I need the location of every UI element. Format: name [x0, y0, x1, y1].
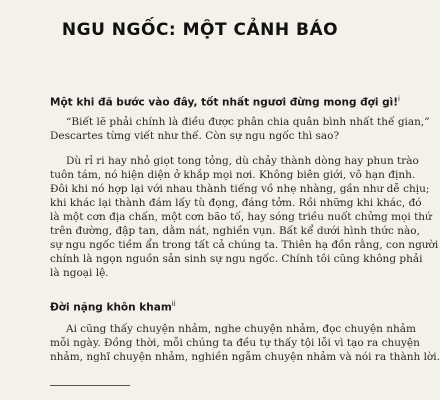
- section-heading-1: [50, 95, 400, 109]
- section-heading-2-text: Đời nặng khôn kham: [50, 301, 172, 314]
- paragraph-line: nhảm, nghĩ chuyện nhảm, nghiền ngẫm chuyện nhảm và nói ra thành lời.: [50, 351, 440, 363]
- paragraph-line: Ai cũng thấy chuyện nhảm, nghe chuyện nhảm, đọc chuyện nhảm: [66, 323, 417, 335]
- paragraph-line: mỗi ngày. Đồng thời, mỗi chúng ta đều tự thấy tội lỗi vì tạo ra chuyện: [50, 337, 420, 349]
- paragraph-line: Dù rỉ ri hay nhỏ giọt tong tỏng, dù chảy thành dòng hay phun trào: [66, 155, 419, 167]
- paragraph-line: sự ngu ngốc tiềm ẩn trong tất cả chúng ta. Thiên hạ đồn rằng, con người: [50, 239, 439, 251]
- paragraph-line: là một cơn địa chấn, một cơn bão tố, hay sóng triều nuốt chửng mọi thứ: [50, 211, 432, 223]
- section-heading-2: [50, 300, 176, 314]
- paragraph-line: Descartes từng viết như thế. Còn sự ngu ngốc thì sao?: [50, 130, 340, 142]
- paragraph-line: “Biết lẽ phải chính là điều được phân chia quân bình nhất thế gian,”: [66, 116, 430, 128]
- paragraph-line: tuôn tám, nó hiện diện ở khắp mọi nơi. Không biên giới, vô hạn định.: [50, 169, 416, 181]
- paragraph-line: là ngoại lệ.: [50, 267, 109, 279]
- paragraph-line: khi khác lại thành đám lấy tù đọng, đáng tởm. Rồi những khi khác, đó: [50, 197, 422, 209]
- footnote-divider: [50, 385, 130, 386]
- paragraph-line: trên đường, đập tan, dằm nát, nghiền vụn. Bất kể dưới hình thức nào,: [50, 225, 420, 237]
- paragraph-line: chính là ngọn nguồn sản sinh sự ngu ngốc. Chính tôi cũng không phải: [50, 253, 423, 265]
- chapter-title: NGU NGỐC: MỘT CẢNH BÁO: [61, 20, 339, 40]
- footnote-marker-i: i: [398, 95, 400, 103]
- section-heading-1-text: Một khi đã bước vào đây, tốt nhất ngươi đừng mong đợi gì!: [50, 96, 399, 109]
- footnote-marker-ii: ii: [171, 300, 176, 308]
- paragraph-line: Đôi khi nó hợp lại với nhau thành tiếng vồ nhẹ nhàng, gần như dễ chịu;: [50, 183, 430, 195]
